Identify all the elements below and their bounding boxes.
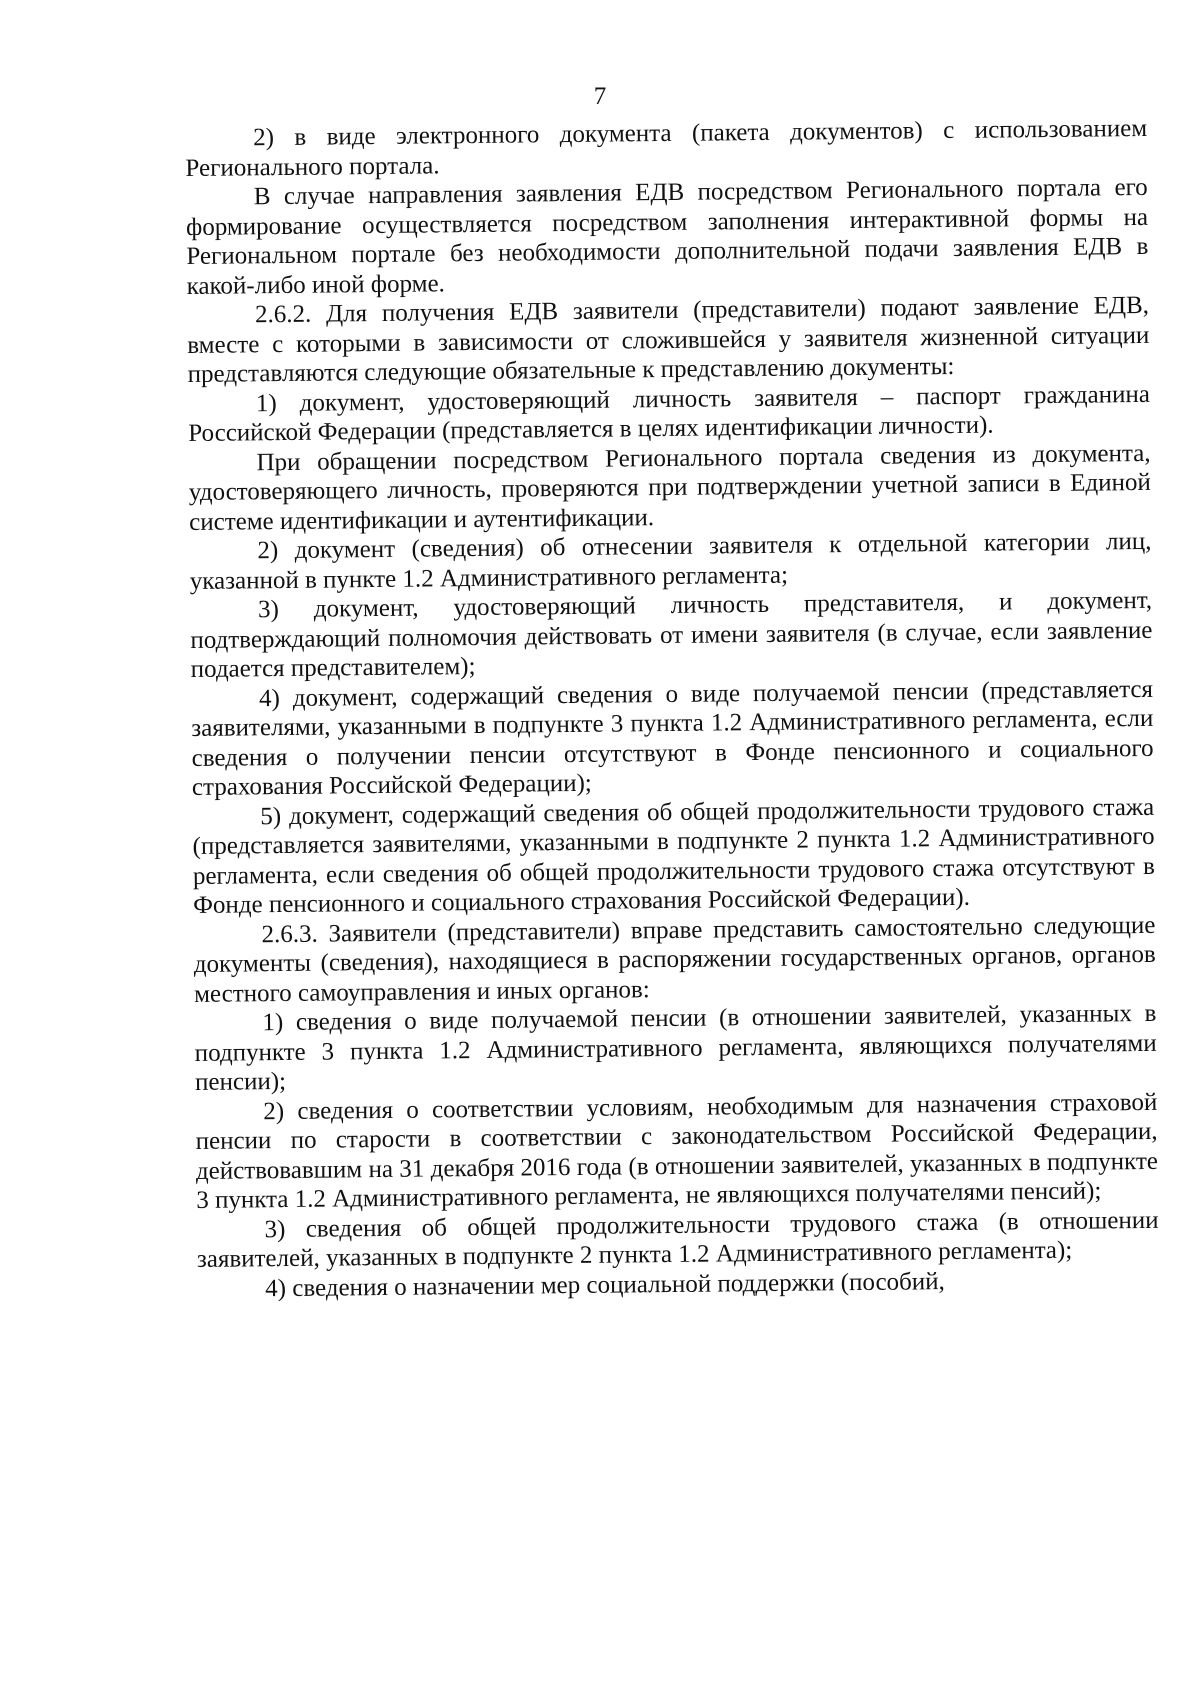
paragraph-optional-3-work-experience: 3) сведения об общей продолжительности трудового стажа (в отношении заявителей, указанных в подпункте 2 пункта 1.2 Административного регламента); — [196, 1206, 1159, 1273]
paragraph-section-2-6-3: 2.6.3. Заявители (представители) вправе представить самостоятельно следующие документы (сведения), находящиеся в распоряжении государственных органов, органов местного самоуправления и иных органов: — [193, 911, 1156, 1008]
paragraph-item-3-representative: 3) документ, удостоверяющий личность представителя, и документ, подтверждающий полномочия действовать от имени заявителя (в случае, если заявление подается представителем); — [190, 586, 1153, 683]
paragraph-optional-1-pension-type: 1) сведения о виде получаемой пенсии (в отношении заявителей, указанных в подпункте 3 пункта 1.2 Административного регламента, являющихся получателями пенсии); — [194, 999, 1157, 1096]
page-number: 7 — [593, 83, 607, 110]
paragraph-item-2-category: 2) документ (сведения) об отнесении заявителя к отдельной категории лиц, указанной в пункте 1.2 Административного регламента; — [189, 527, 1152, 595]
paragraph-optional-2-pension-conditions: 2) сведения о соответствии условиям, необходимым для назначения страховой пенсии по старости в соответствии с законодательством Российской Федерации, действовавшим на 31 декабря 2016 года (в отношении заявителей, указанных в подпункте 3 пункта 1.2 Административного регламента, не являющихся получателями пенсий); — [195, 1088, 1159, 1214]
paragraph-item-1-passport: 1) документ, удостоверяющий личность заявителя – паспорт гражданина Российской Федерации (представляется в целях идентификации личности). — [188, 380, 1151, 447]
paragraph-optional-4-social-support: 4) сведения о назначении мер социальной поддержки (пособий, — [265, 1267, 945, 1302]
paragraph-electronic-document: 2) в виде электронного документа (пакета документов) с использованием Регионального портала. — [185, 114, 1148, 182]
paragraph-item-4-pension: 4) документ, содержащий сведения о виде получаемой пенсии (представляется заявителями, указанными в подпункте 3 пункта 1.2 Административного регламента, если сведения о получении пенсии отсутствуют в Фонде пенсионного и социального страхования Российской Федерации); — [191, 675, 1154, 801]
paragraph-regional-portal-form: В случае направления заявления ЕДВ посредством Регионального портала его формирование осуществляется посредством заполнения интерактивной формы на Региональном портале без необходимости дополнительной подачи заявления ЕДВ в какой-либо иной форме. — [185, 173, 1149, 300]
paragraph-item-5-work-experience: 5) документ, содержащий сведения об общей продолжительности трудового стажа (представляется заявителями, указанными в подпункте 2 пункта 1.2 Административного регламента, если сведения об общей продолжительности трудового стажа отсутствуют в Фонде пенсионного и социального страхования Российской Федерации). — [192, 793, 1155, 919]
paragraph-section-2-6-2: 2.6.2. Для получения ЕДВ заявители (представители) подают заявление ЕДВ, вместе с которыми в зависимости от сложившейся у заявителя жизненной ситуации представляются следующие обязательные к представлению документы: — [187, 291, 1150, 388]
paragraph-identity-verification: При обращении посредством Регионального портала сведения из документа, удостоверяющего личность, проверяются при подтверждении учетной записи в Единой системе идентификации и аутентификации. — [188, 439, 1151, 536]
document-body — [185, 114, 1159, 1304]
